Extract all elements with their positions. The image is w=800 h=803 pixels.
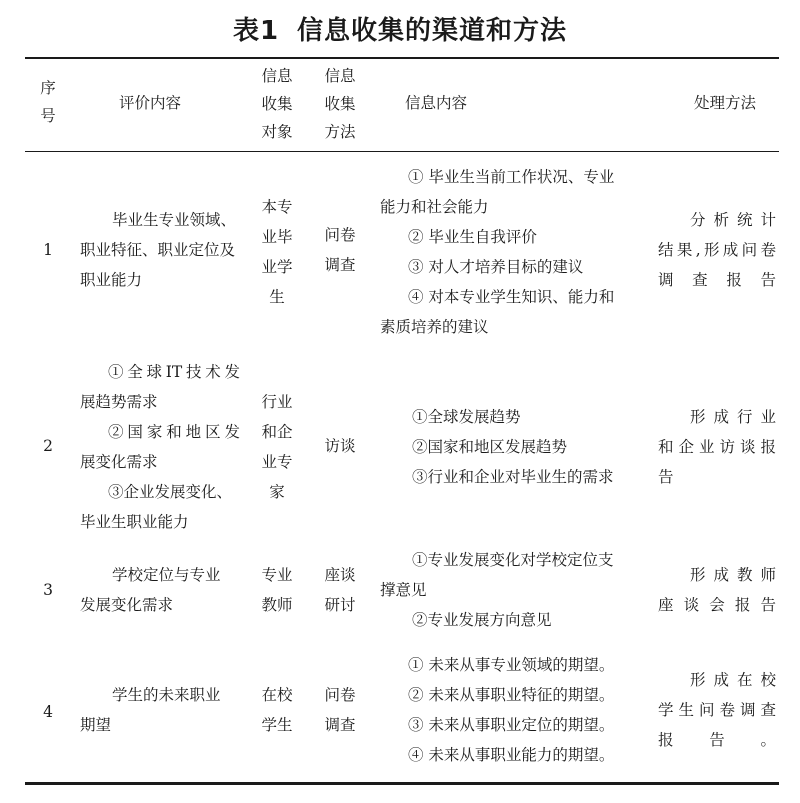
- row-process: 形成行业 和企业访谈报 告: [658, 408, 776, 486]
- row-method: 座谈 研讨: [324, 566, 356, 614]
- row-object: 专业 教师: [261, 566, 293, 614]
- row-method: 问卷 调查: [324, 226, 356, 274]
- row-object: 行业 和企 业专 家: [261, 393, 293, 501]
- row-process: 形成教师 座谈会报告: [658, 566, 776, 614]
- row-info: ① 毕业生当前工作状况、专业 能力和社会能力 ② 毕业生自我评价 ③ 对人才培养目标的建议 ④ 对本专业学生知识、能力和 素质培养的建议: [380, 168, 615, 336]
- table-number: 表1: [232, 16, 280, 46]
- header-rule: [25, 151, 779, 152]
- row-object: 本专 业毕 业学 生: [261, 198, 293, 306]
- row-no: 2: [43, 437, 53, 455]
- header-info: 信息内容: [405, 94, 468, 112]
- row-method: 问卷 调查: [324, 686, 356, 734]
- row-eval: ①全球IT技术发 展趋势需求 ②国家和地区发 展变化需求 ③企业发展变化、 毕业生职业能力: [80, 363, 240, 531]
- row-no: 3: [43, 581, 53, 599]
- header-no: 序 号: [40, 79, 56, 125]
- row-process: 形成在校 学生问卷调查 报告。: [658, 671, 776, 749]
- row-info: ①全球发展趋势 ②国家和地区发展趋势 ③行业和企业对毕业生的需求: [412, 408, 614, 486]
- row-info: ①专业发展变化对学校定位支 撑意见 ②专业发展方向意见: [380, 551, 614, 629]
- row-eval: 学生的未来职业 期望: [80, 686, 221, 734]
- table-title: [0, 10, 800, 47]
- row-process: 分析统计 结果,形成问卷 调查报告: [658, 211, 776, 289]
- header-process: 处理方法: [693, 94, 756, 112]
- row-no: 1: [43, 241, 53, 259]
- bottom-rule: [25, 782, 779, 785]
- row-object: 在校 学生: [261, 686, 293, 734]
- header-object: 信息 收集 对象: [261, 67, 293, 141]
- header-method: 信息 收集 方法: [324, 67, 356, 141]
- header-eval: 评价内容: [118, 94, 181, 112]
- row-eval: 学校定位与专业 发展变化需求: [80, 566, 221, 614]
- row-method: 访谈: [324, 437, 356, 455]
- row-no: 4: [43, 703, 53, 721]
- top-rule: [25, 57, 779, 59]
- table-caption: 信息收集的渠道和方法: [297, 16, 568, 46]
- row-eval: 毕业生专业领域、 职业特征、职业定位及 职业能力: [80, 211, 237, 289]
- row-info: ① 未来从事专业领域的期望。 ② 未来从事职业特征的期望。 ③ 未来从事职业定位的期望。 ④ 未来从事职业能力的期望。: [408, 656, 615, 764]
